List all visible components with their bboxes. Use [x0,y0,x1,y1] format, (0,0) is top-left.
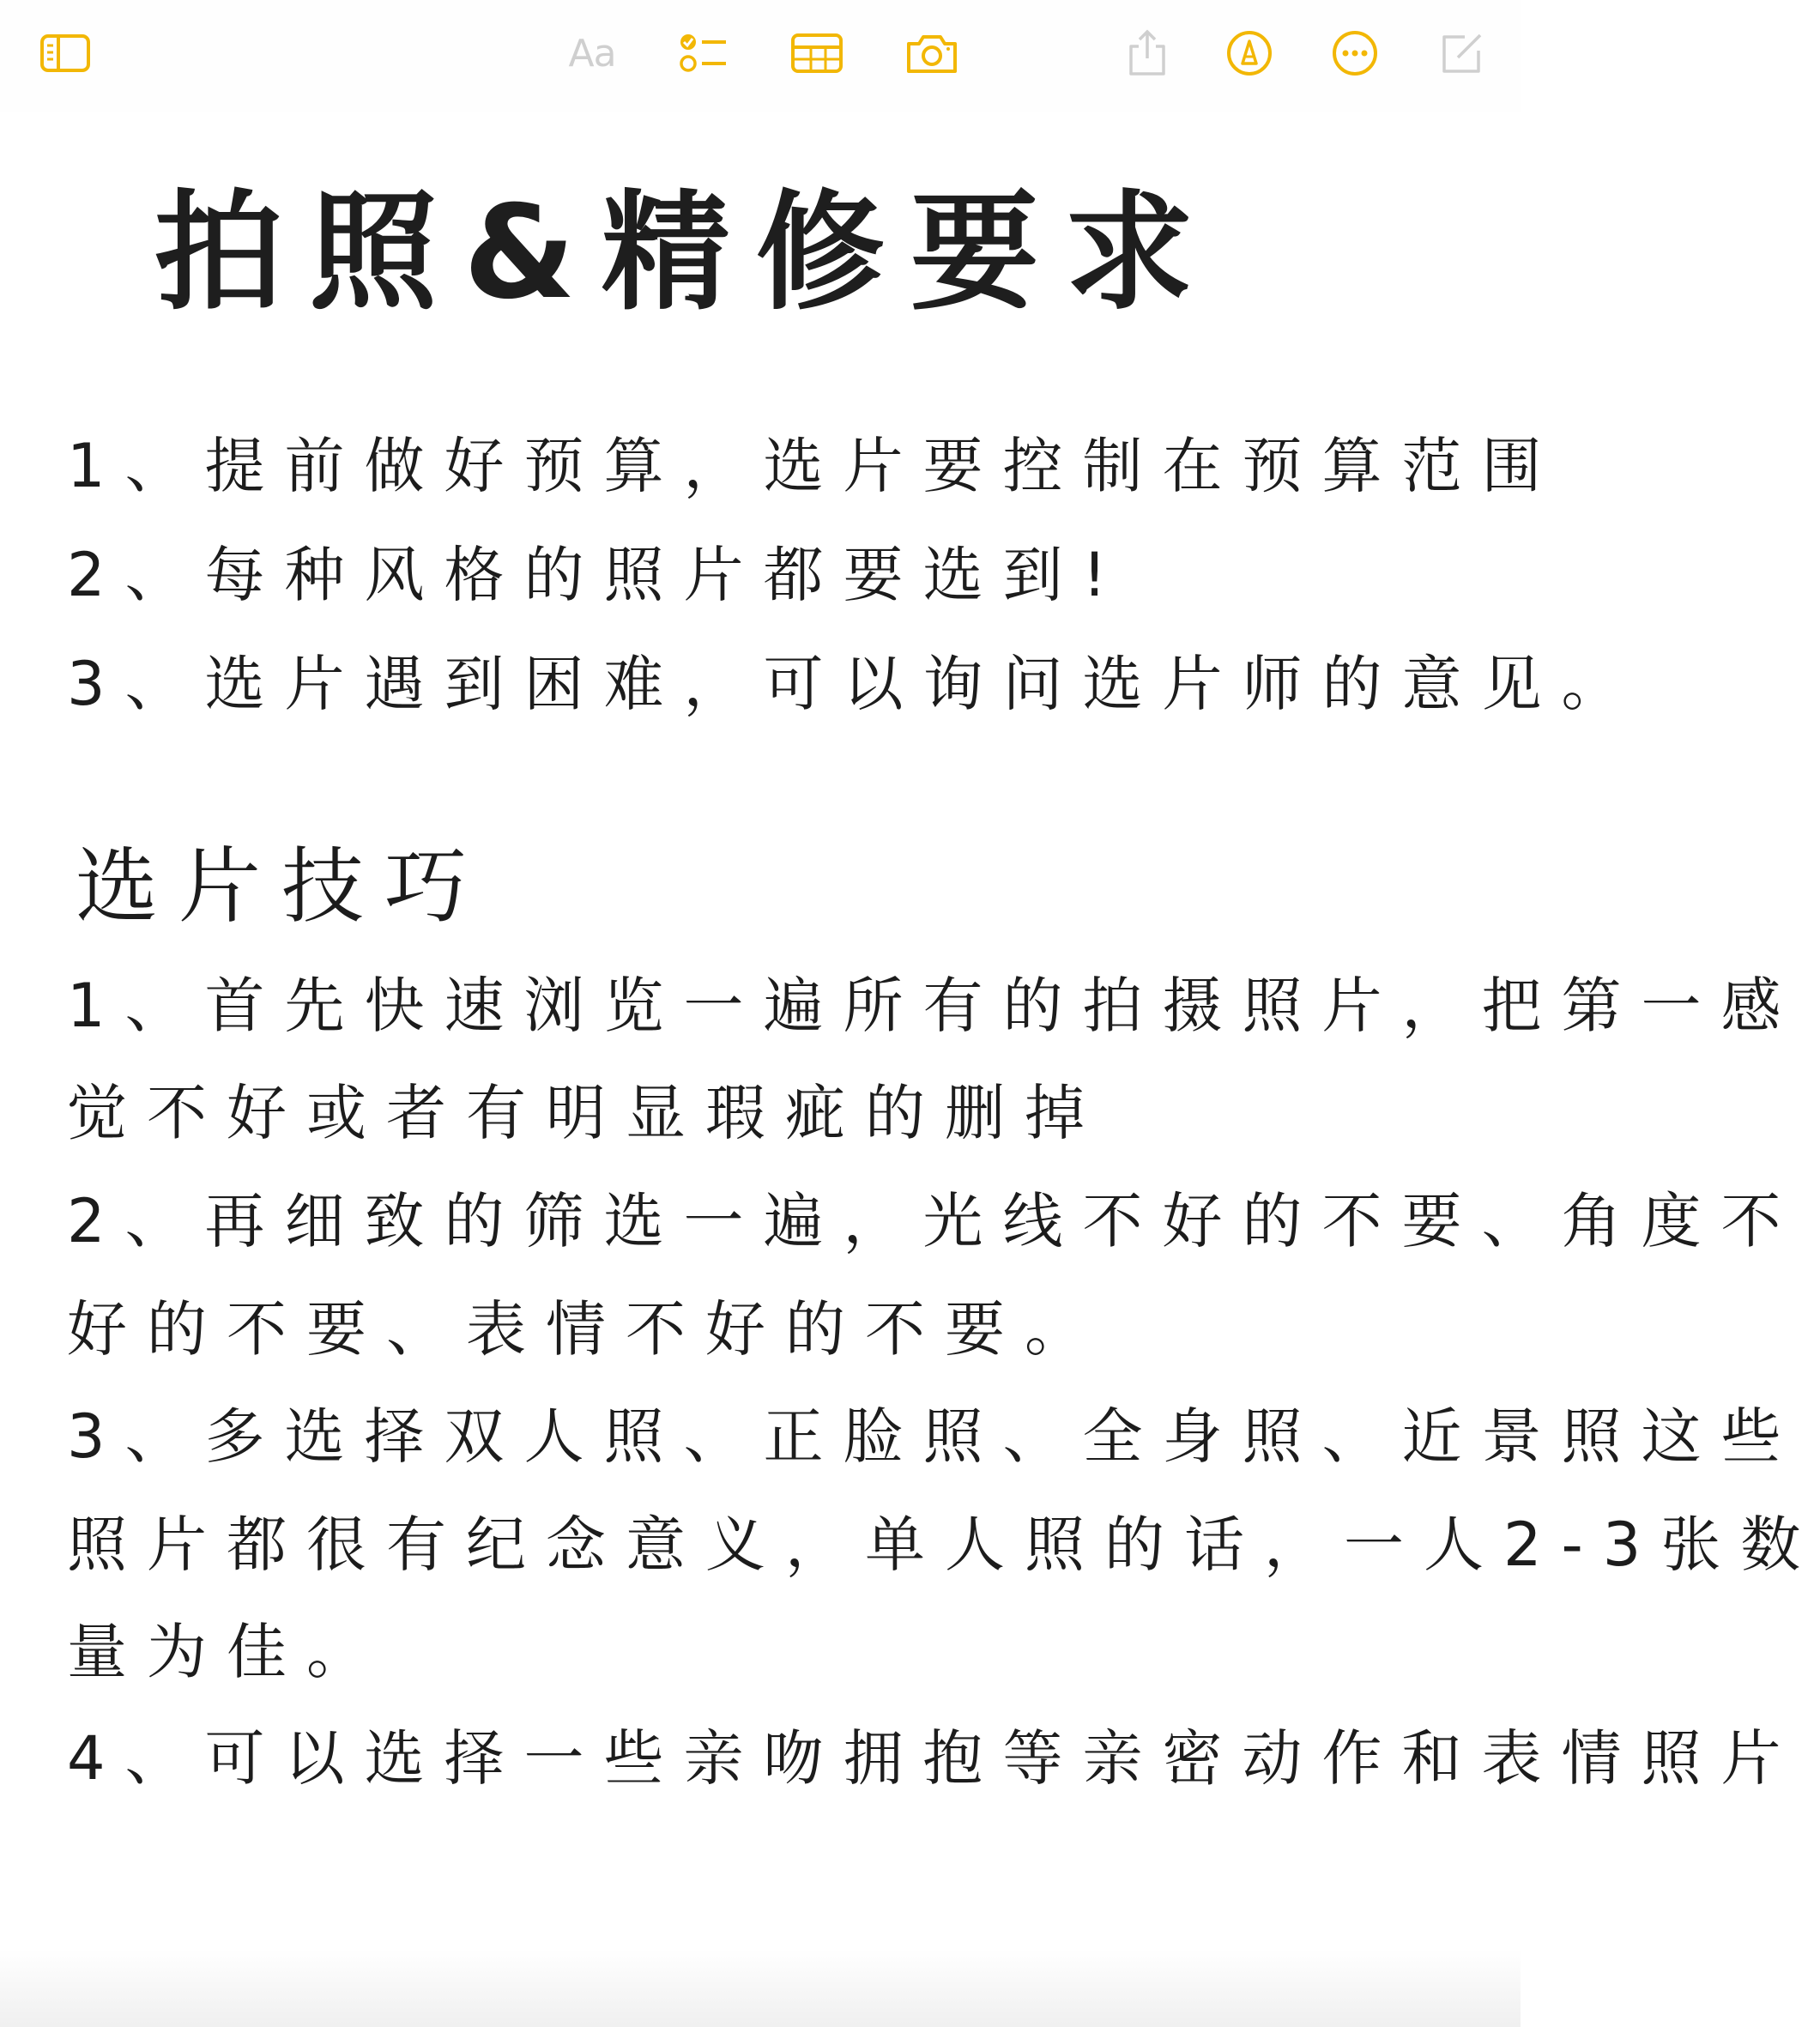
ellipsis-icon [1331,29,1379,77]
compose-icon [1439,30,1485,76]
sidebar-icon [39,33,91,73]
tips-line: 觉不好或者有明显瑕疵的删掉 [67,1078,1104,1148]
tips-heading: 选片技巧 [76,838,487,935]
tips-line: 量为佳。 [67,1617,386,1687]
more-button[interactable] [1326,24,1384,82]
bottom-shade [0,1950,1521,2027]
table-button[interactable] [788,24,846,82]
table-icon [790,33,843,74]
requirement-line: 1、提前做好预算，选片要控制在预算范围 [67,431,1562,501]
compose-button[interactable] [1433,24,1491,82]
note-body[interactable] [0,112,1820,2027]
requirement-line: 3、选片遇到困难，可以询问选片师的意见。 [67,649,1642,719]
markup-pen-icon [1225,29,1273,77]
tips-line: 好的不要、表情不好的不要。 [67,1294,1104,1364]
tips-line: 3、多选择双人照、正脸照、全身照、近景照这些 [67,1401,1801,1472]
requirement-line: 2、每种风格的照片都要选到! [67,540,1127,610]
note-title: 拍照&精修要求 [154,178,1219,328]
tips-line: 照片都很有纪念意义，单人照的话，一人2-3张数 [67,1510,1820,1580]
share-icon [1127,29,1168,77]
camera-icon [905,32,958,75]
tips-line: 2、再细致的筛选一遍，光线不好的不要、角度不 [67,1186,1801,1256]
checklist-button[interactable] [674,24,733,82]
checklist-icon [678,31,729,76]
toolbar [0,0,1521,112]
camera-button[interactable] [903,24,961,82]
tips-line: 4、可以选择一些亲吻拥抱等亲密动作和表情照片 [67,1723,1801,1794]
share-button[interactable] [1118,24,1176,82]
tips-line: 1、首先快速浏览一遍所有的拍摄照片，把第一感 [67,971,1801,1041]
aa-icon: Aa [568,31,616,76]
markup-button[interactable] [1220,24,1279,82]
format-button[interactable] [563,24,621,82]
sidebar-toggle-button[interactable] [36,24,94,82]
